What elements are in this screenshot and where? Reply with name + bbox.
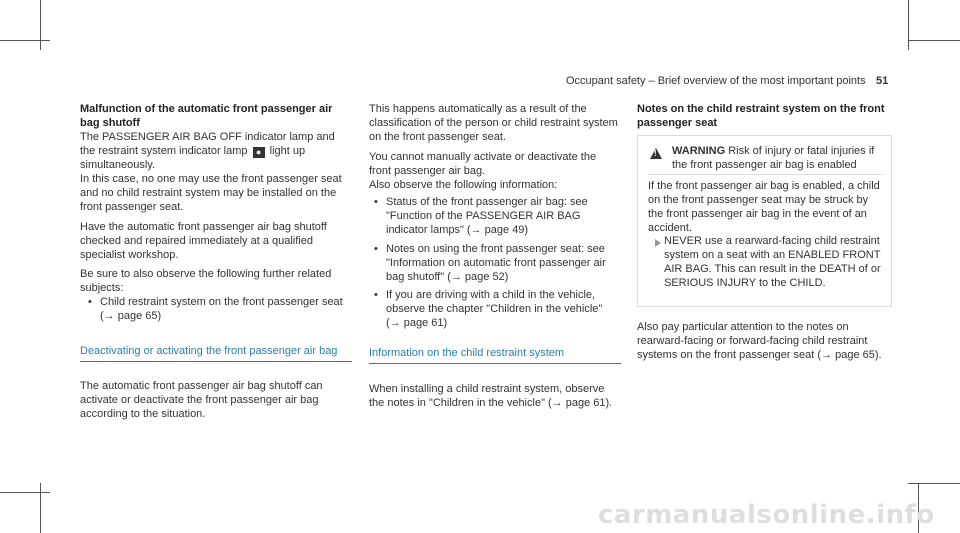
paragraph: Have the automatic front passenger air bag shutoff checked and repaired immediately at a qualified specialist workshop. [80,221,327,261]
page-number: 51 [876,75,889,87]
paragraph: In this case, no one may use the front passenger seat and no child restraint system may be installed on the front passenger seat. [80,173,342,213]
warning-text [672,145,882,173]
paragraph: You cannot manually activate or deactivate the front passenger air bag. [369,151,597,177]
paragraph-text: light up simultaneously. [80,144,306,171]
paragraph: The automatic front passenger air bag shutoff can activate or deactivate the front passenger air bag according to the situation. [80,380,323,420]
paragraph: Also observe the following information: [369,179,558,191]
page-reference-link[interactable]: → page 65) [103,309,162,322]
list-item [372,243,620,285]
instruction-step: NEVER use a rearward-facing child restraint system on a seat with an ENABLED FRONT AIR BAG. This can result in the DEATH of or SERIOUS INJURY to the CHILD. [664,235,881,289]
crop-mark [0,492,50,493]
list-item [372,196,620,238]
crop-mark [40,0,41,50]
crop-mark [40,483,41,533]
warning-triangle-icon [650,148,662,159]
list-item-text: Child restraint system on the front passenger seat ( [100,296,343,322]
crop-mark [0,40,50,41]
bullet-list [372,196,620,336]
list-item [372,289,620,331]
warning-paragraph: If the front passenger air bag is enabled, a child on the front passenger seat may be struck by the front passenger air bag in the event of an accident. [648,180,880,234]
section-heading: Notes on the child restraint system on the front passenger seat [637,103,885,129]
page-reference-link[interactable]: → page 49) [470,223,529,236]
warning-label: WARNING [672,145,726,157]
paragraph: Be sure to also observe the following further related subjects: [80,268,332,294]
warning-message: Risk of injury or fatal injuries if the front passenger air bag is enabled [672,145,875,171]
paragraph [80,131,352,173]
paragraph: Also pay particular attention to the notes on rearward-facing or forward-facing child restraint systems on the front passenger seat (→ page 65). [637,321,882,361]
running-header: Occupant safety – Brief overview of the most important points [566,75,866,87]
instruction-arrow-icon [655,239,661,247]
crop-mark [908,483,960,484]
paragraph: When installing a child restraint system, observe the notes in "Children in the vehicle" (→ page 61). [369,383,613,409]
crop-mark [908,40,960,41]
bullet-list [86,296,351,329]
paragraph-text: The PASSENGER AIR BAG OFF indicator lamp and the restraint system indicator lamp [80,131,335,157]
seat-occupancy-icon: ● [253,147,265,158]
watermark: carmanualsonline.info [598,500,935,530]
list-item-text: Status of the front passenger air bag: see "Function of the PASSENGER AIR BAG indicator lamps" ( [386,196,588,236]
warning-header [638,136,891,175]
section-title: Information on the child restraint system [369,347,621,364]
section-title: Deactivating or activating the front passenger air bag [80,345,352,362]
page-reference-link[interactable]: → page 61) [389,317,448,330]
list-item [86,296,351,324]
list-item-text: If you are driving with a child in the vehicle, observe the chapter "Children in the vehicle" ( [386,289,603,330]
page-reference-link[interactable]: → page 52) [450,270,509,283]
warning-body [648,174,883,175]
section-heading: Malfunction of the automatic front passenger air bag shutoff [80,103,333,129]
list-item-text: Notes on using the front passenger seat: see "Information on automatic front passenger air bag shutoff" ( [386,242,606,283]
warning-box [637,135,892,307]
paragraph: This happens automatically as a result of the classification of the person or child restraint system on the front passenger seat. [369,103,618,143]
crop-mark [908,0,909,50]
